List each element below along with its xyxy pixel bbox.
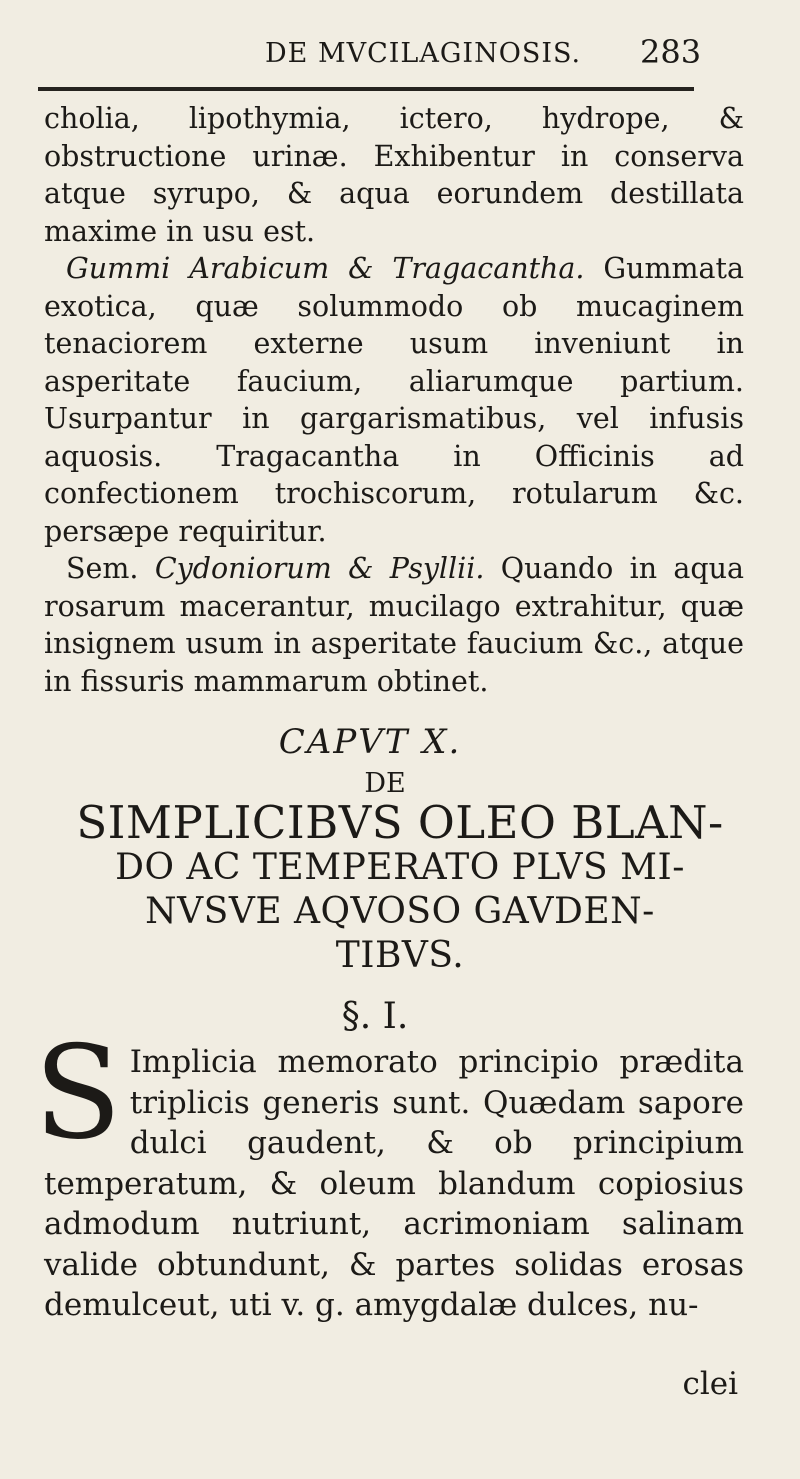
chapter-number: CAPVT X.	[278, 722, 462, 762]
chapter-title-line-2: DO AC TEMPERATO PLVS MI-	[115, 847, 685, 888]
chapter-title-line-4: TIBVS.	[335, 935, 465, 976]
chapter-title-line-1: SIMPLICIBVS OLEO BLAN-	[76, 796, 724, 849]
paragraph-3	[44, 550, 744, 700]
section-paragraph	[34, 1019, 744, 1326]
paragraph-3-pre: Sem.	[66, 552, 155, 585]
paragraph-2-lead: Gummi Arabicum & Tragacantha.	[66, 252, 585, 285]
paragraph-2	[44, 250, 744, 550]
page-number: 283	[640, 33, 702, 71]
chapter-heading	[0, 722, 800, 1037]
paragraph-1: cholia, lipothymia, ictero, hydrope, & obstructione urinæ. Exhibentur in conserva atque syrupo, & aqua eorundem destillata maxime in usu est.	[44, 102, 744, 248]
body-text	[44, 100, 744, 700]
section-number: §. I.	[341, 996, 409, 1037]
running-head: DE MVCILAGINOSIS.	[265, 38, 582, 69]
paragraph-2-text: Gummata exotica, quæ solummodo ob mucaginem tenaciorem externe usum inveniunt in asperitate faucium, aliarumque partium. Usurpantur in gargarismatibus, vel infusis aquosis. Tragacantha in Officinis ad confectionem trochiscorum, rotularum &c. persæpe requiritur.	[44, 252, 744, 548]
header-rule	[38, 87, 694, 91]
paragraph-3-lead: Cydoniorum & Psyllii.	[154, 552, 485, 585]
section-paragraph-text: Implicia memorato principio prædita triplicis generis sunt. Quædam sapore dulci gaudent, & ob principium temperatum, & oleum blandum copiosius admodum nutriunt, acrimoniam salinam valide obtundunt, & partes solidas erosas demulceut, uti v. g. amygdalæ dulces, nu-	[44, 1044, 744, 1323]
chapter-title-line-3: NVSVE AQVOSO GAVDEN-	[145, 891, 655, 932]
drop-cap: S	[34, 1019, 122, 1168]
catchword: clei	[682, 1366, 738, 1402]
chapter-de: DE	[364, 768, 406, 799]
section-text	[34, 1019, 744, 1326]
chapter-title	[0, 796, 800, 978]
paragraph-3-text: Quando in aqua rosarum macerantur, mucilago extrahitur, quæ insignem usum in asperitate faucium &c., atque in fissuris mammarum obtinet.	[44, 552, 744, 698]
